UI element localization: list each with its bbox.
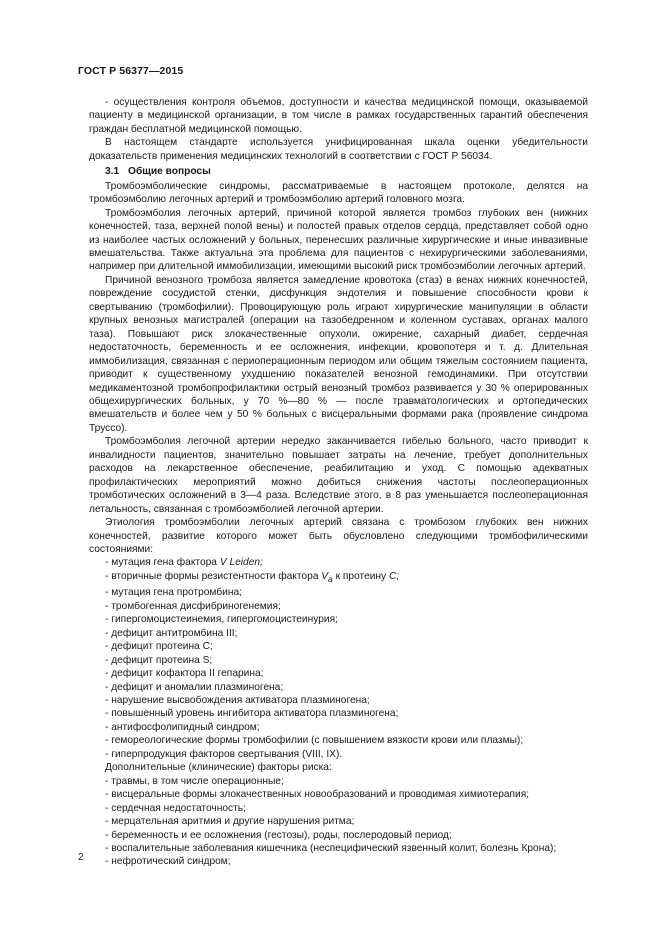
list-item: - беременность и ее осложнения (гестозы), роды, послеродовый период;: [105, 829, 452, 841]
list-item: - гемореологические формы тромбофилии (с повышением вязкости крови или плазмы);: [105, 735, 524, 747]
page-body: [89, 96, 588, 869]
list-item-text: к протеину: [332, 570, 389, 582]
paragraph: Причиной венозного тромбоза является замедление кровотока (стаз) в венах нижних конечностей, повреждение сосудистой стенки, дисфункция эндотелия и повышение способности крови к свертыванию (тромбофилии). Провоцирующую роль играют хирургические манипуляции в области крупных венозных магистралей (операции на тазобедренном и коленном суставах, органах малого таза). Повышают риск злокачественные опухоли, ожирение, сахарный диабет, сердечная недостаточность, беременность и ее осложнения, инфекции, кровопотеря и т. д. Длительная иммобилизация, связанная с периоперационным периодом или общим тяжелым состоянием пациента, приводит к существенному ухудшению показателей венозной гемодинамики. При отсутствии медикаментозной тромбопрофилактики острый венозный тромбоз развивается у 30 % оперированных общехирургических больных, у 70 %—80 % — после травматологических и ортопедических вмешательств и более чем у 50 % больных с висцеральными формами рака (проявление синдрома Труссо).: [89, 274, 588, 434]
clinical-risk-list: [89, 775, 588, 869]
list-item: - гипергомоцистеинемия, гипергомоцистеинурия;: [105, 614, 338, 626]
list-item: - антифосфолипидный синдром;: [105, 721, 260, 733]
section-number: 3.1: [105, 166, 120, 178]
list-item: - воспалительные заболевания кишечника (неспецифический язвенный колит, болезнь Крона);: [105, 842, 557, 854]
paragraph: Тромбоэмболические синдромы, рассматриваемые в настоящем протоколе, делятся на тромбоэмболию легочных артерий и тромбоэмболию артерий головного мозга.: [89, 180, 588, 206]
thrombophilia-list: [89, 586, 588, 761]
list-item-italic: V Leiden;: [219, 557, 263, 569]
list-item: - дефицит протеина S;: [105, 654, 213, 666]
list-item: - нефротический синдром;: [105, 856, 231, 868]
list-item: - висцеральные формы злокачественных новообразований и проводимая химиотерапия;: [105, 789, 530, 801]
list-item: - нарушение высвобождения активатора плазминогена;: [105, 694, 370, 706]
paragraph: Дополнительные (клинические) факторы риска:: [105, 762, 332, 774]
list-item-text: - вторичные формы резистентности фактора: [105, 570, 322, 582]
list-item: [105, 570, 588, 586]
list-item: - мерцательная аритмия и другие нарушения ритма;: [105, 816, 355, 828]
paragraph: В настоящем стандарте используется унифицированная шкала оценки убедительности доказательств применения медицинских технологий в соответствии с ГОСТ Р 56034.: [89, 137, 588, 162]
list-item: - дефицит антитромбина III;: [105, 627, 238, 639]
list-item-text: - мутация гена фактора: [105, 557, 220, 569]
paragraph: Этиология тромбоэмболии легочных артерий связана с тромбозом глубоких вен нижних конечностей, развитие которого может быть обусловлено следующими тромбофилическими состояниями:: [89, 517, 588, 555]
list-item: - дефицит протеина С;: [105, 641, 213, 653]
list-item: - сердечная недостаточность;: [105, 802, 246, 814]
paragraph: Тромбоэмболия легочной артерии нередко заканчивается гибелью больного, часто приводит к инвалидности пациентов, значительно повышает затраты на лечение, требует дополнительных расходов на лекарственное обеспечение, реабилитацию и уход. С помощью адекватных профилактических мероприятий можно добиться снижения частоты послеоперационных тромботических осложнений в 3—4 раза. Вследствие этого, в 8 раз уменьшается послеоперационная летальность, связанная с тромбоэмболией легочной артерии.: [89, 436, 588, 515]
section-heading: [105, 165, 588, 178]
paragraph: Тромбоэмболия легочных артерий, причиной которой является тромбоз глубоких вен (нижних конечностей, таза, верхней полой вены) и полостей правых отделов сердца, представляет собой одно из наиболее частых осложнений у больных, перенесших различные хирургические и иные инвазивные вмешательства. Также актуальна эта проблема для пациентов с нехирургическими заболеваниями, например при длительной иммобилизации, имеющими высокий риск тромбоэмболии легочных артерий.: [89, 207, 588, 273]
list-item: - дефицит и аномалии плазминогена;: [105, 681, 284, 693]
factor-subscript: a: [328, 573, 333, 584]
list-item: - повышенный уровень ингибитора активатора плазминогена;: [105, 708, 399, 720]
list-item-italic: C;: [388, 570, 400, 582]
section-title: Общие вопросы: [128, 166, 211, 178]
paragraph: - осуществления контроля объемов, доступности и качества медицинской помощи, оказываемой пациенту в медицинской организации, в том числе в рамках государственных гарантий обеспечения граждан бесплатной медицинской помощью.: [89, 97, 588, 135]
list-item: - тромбогенная дисфибриногенемия;: [105, 600, 281, 612]
document-header: ГОСТ Р 56377—2015: [78, 65, 184, 77]
list-item: - мутация гена протромбина;: [105, 587, 242, 599]
list-item: - травмы, в том числе операционные;: [105, 775, 284, 787]
factor-symbol: V: [321, 570, 329, 582]
list-item: [105, 556, 588, 569]
list-item: - дефицит кофактора II гепарина;: [105, 668, 264, 680]
page-number: 2: [78, 852, 84, 863]
list-item: - гиперпродукция факторов свертывания (VIII, IX).: [105, 748, 343, 760]
